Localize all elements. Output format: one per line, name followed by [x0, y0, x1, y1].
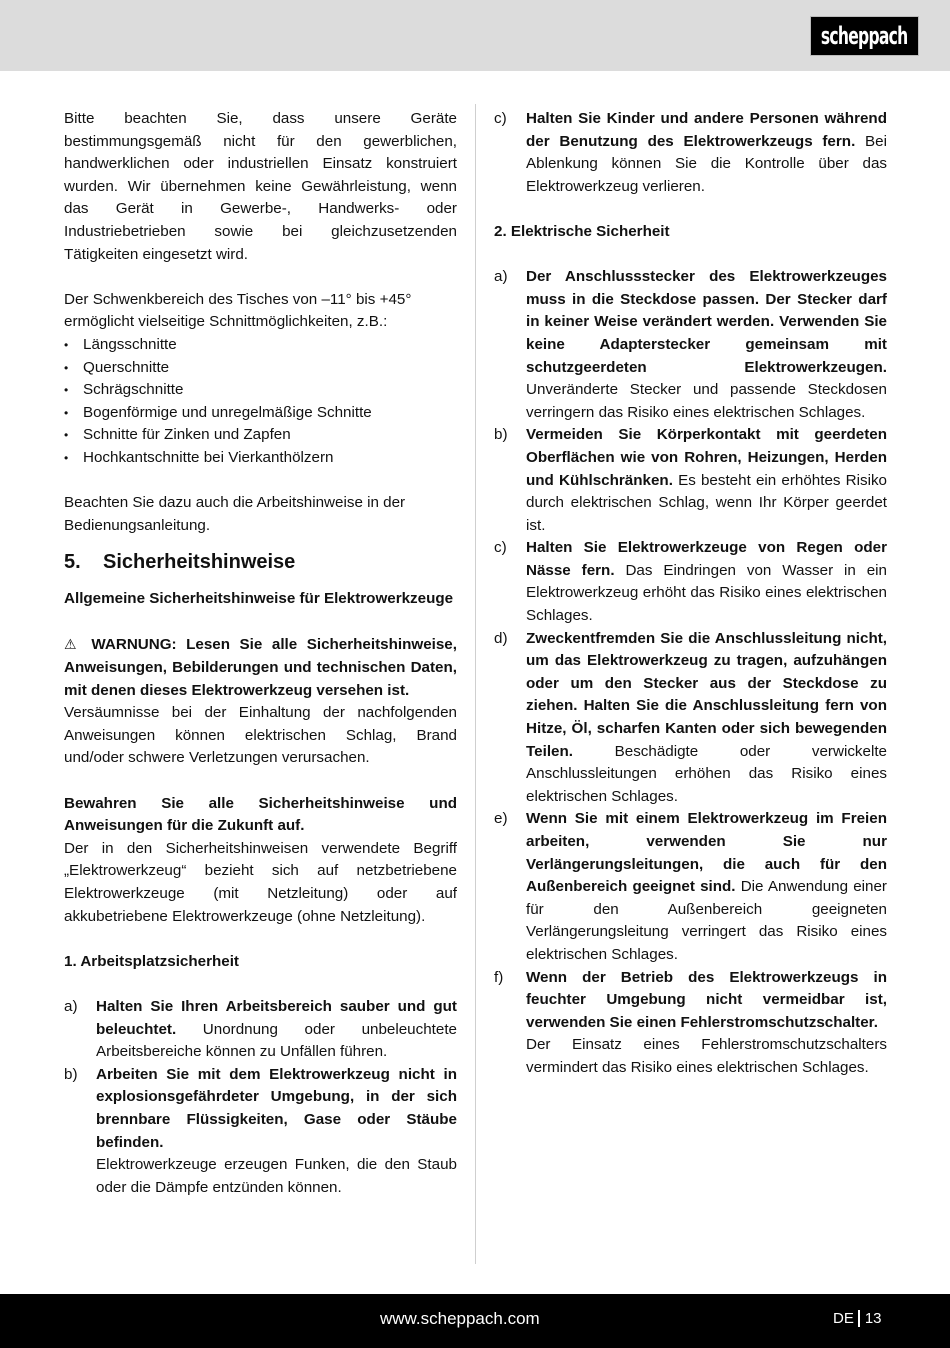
intro-paragraph: Bitte beachten Sie, dass unsere Geräte bestimmungsgemäß nicht für den gewerblichen, handwerklichen oder industriellen Einsatz konstruiert wurden. Wir übernehmen keine Gewährleistung, wenn das Gerät in Gewerbe-, Handwerks- oder Industriebetrieben sowie bei gleichzusetzenden Tätigkeiten eingesetzt wird. — [64, 110, 457, 263]
cut-types-list — [64, 334, 457, 470]
electrical-item-b — [494, 424, 887, 537]
item-text: Die Anwendung einer für den Außenbereich geeigneten Verlängerungsleitung verringert das Risiko eines elektrischen Schlages. — [526, 878, 887, 963]
page-separator — [858, 1310, 860, 1327]
keep-text: Der in den Sicherheitshinweisen verwendete Begriff „Elektrowerkzeug“ bezieht sich auf netzbetriebene Elektrowerkzeuge (mit Netzleitung) oder auf akkubetriebene Elektrowerkzeuge (ohne Netzleitung). — [64, 839, 457, 925]
item-bold-text: Arbeiten Sie mit dem Elektrowerkzeug nicht in explosionsgefährdeter Umgebung, in der sich brennbare Flüssigkeiten, Gase oder Stäube befinden. — [96, 1065, 457, 1151]
left-column — [64, 108, 457, 1199]
list-item: • Bogenförmige und unregelmäßige Schnitte — [64, 402, 457, 425]
section-number: 5. — [64, 551, 81, 574]
item-label: d) — [494, 629, 508, 647]
warning-bold-text: WARNUNG: Lesen Sie alle Sicherheitshinweise, Anweisungen, Bebilderungen und technischen Daten, mit denen dieses Elektrowerkzeug versehen ist. — [64, 636, 457, 699]
electrical-item-e — [494, 808, 887, 966]
column-divider — [475, 104, 476, 1264]
header-band — [0, 0, 950, 71]
item-text: Beschädigte oder verwickelte Anschlussleitungen erhöhen das Risiko eines elektrischen Schlages. — [526, 742, 887, 805]
item-bold-text: Zweckentfremden Sie die Anschlussleitung nicht, um das Elektrowerkzeug zu tragen, aufzuhängen oder um den Stecker aus der Steckdose zu ziehen. Halten Sie die Anschlussleitung fern von Hitze, Öl, scharfen Kanten oder sich bewegenden Teilen. — [526, 629, 887, 760]
section-heading — [64, 550, 457, 574]
keep-instructions-block — [64, 793, 457, 929]
website-link[interactable]: www.scheppach.com — [380, 1309, 540, 1328]
item-label: a) — [64, 997, 78, 1015]
item-text: Elektrowerkzeuge erzeugen Funken, die den Staub oder die Dämpfe entzünden können. — [96, 1156, 457, 1196]
item-text: Das Eindringen von Wasser in ein Elektrowerkzeug erhöht das Risiko eines elektrischen Schlages. — [526, 561, 887, 625]
item-text: Der Einsatz eines Fehlerstromschutzschalters vermindert das Risiko eines elektrischen Schlages. — [526, 1036, 887, 1076]
list-item: • Querschnitte — [64, 357, 457, 380]
item-bold-text: Vermeiden Sie Körperkontakt mit geerdeten Oberflächen wie von Rohren, Heizungen, Herden und Kühlschränken. — [526, 426, 887, 489]
item-text: Unveränderte Stecker und passende Steckdosen verringern das Risiko eines elektrischen Schlages. — [526, 381, 887, 421]
item-text: Es besteht ein erhöhtes Risiko durch elektrischen Schlag, wenn Ihr Körper geerdet ist. — [526, 471, 887, 534]
language-code: DE — [833, 1310, 854, 1327]
workplace-item-c — [494, 108, 887, 198]
footer-band — [0, 1294, 950, 1348]
note-paragraph: Beachten Sie dazu auch die Arbeitshinweise in der Bedienungsanleitung. — [64, 494, 406, 534]
item-bold-text: Halten Sie Ihren Arbeitsbereich sauber und gut beleuchtet. — [96, 997, 457, 1038]
electrical-item-f — [494, 967, 887, 1080]
list-item: • Längsschnitte — [64, 334, 457, 357]
list-item: • Schrägschnitte — [64, 379, 457, 402]
list-item: • Schnitte für Zinken und Zapfen — [64, 424, 457, 447]
item-bold-text: Wenn Sie mit einem Elektrowerkzeug im Freien arbeiten, verwenden Sie nur Verlängerungsleitungen, die auch für den Außenbereich geeignet sind. — [526, 810, 887, 896]
item-label: b) — [494, 426, 508, 444]
workplace-item-a — [64, 996, 457, 1064]
keep-bold-text: Bewahren Sie alle Sicherheitshinweise und Anweisungen für die Zukunft auf. — [64, 794, 457, 835]
right-column — [494, 108, 887, 1080]
item-bold-text: Wenn der Betrieb des Elektrowerkzeugs in feuchter Umgebung nicht vermeidbar ist, verwenden Sie einen Fehlerstromschutzschalter. — [526, 968, 887, 1031]
electrical-item-d — [494, 628, 887, 809]
item-label: c) — [494, 539, 507, 557]
workplace-safety-title: 1. Arbeitsplatzsicherheit — [64, 952, 239, 970]
brand-logo — [810, 16, 919, 56]
page-number: 13 — [864, 1310, 882, 1327]
electrical-item-a — [494, 266, 887, 424]
list-item: • Hochkantschnitte bei Vierkanthölzern — [64, 447, 457, 470]
electrical-safety-title: 2. Elektrische Sicherheit — [494, 222, 670, 240]
electrical-item-c — [494, 537, 887, 627]
item-label: c) — [494, 110, 507, 127]
item-label: b) — [64, 1065, 78, 1083]
item-label: a) — [494, 268, 508, 286]
item-label: e) — [494, 810, 508, 828]
item-bold-text: Halten Sie Kinder und andere Personen während der Benutzung des Elektrowerkzeugs fern. — [526, 110, 887, 150]
item-text: Bei Ablenkung können Sie die Kontrolle über das Elektrowerkzeug verlieren. — [526, 132, 887, 195]
item-bold-text: Der Anschlussstecker des Elektrowerkzeuges muss in die Steckdose passen. Der Stecker darf in keiner Weise verändert werden. Verwenden Sie keine Adapterstecker gemeinsam mit schutzgeerdeten Elektrowerkzeugen. — [526, 268, 887, 376]
warning-triangle-icon: ⚠ — [64, 636, 82, 653]
subsection-title: Allgemeine Sicherheitshinweise für Elektrowerkzeuge — [64, 590, 454, 608]
page-indicator — [833, 1310, 882, 1327]
workplace-item-b — [64, 1064, 457, 1200]
item-label: f) — [494, 968, 504, 986]
item-bold-text: Halten Sie Elektrowerkzeuge von Regen oder Nässe fern. — [526, 539, 887, 579]
logo-text: scheppach — [821, 22, 908, 50]
section-title: Sicherheitshinweise — [103, 551, 296, 574]
warning-block — [64, 633, 457, 770]
item-text: Unordnung oder unbeleuchtete Arbeitsbereiche können zu Unfällen führen. — [96, 1020, 457, 1061]
swivel-paragraph: Der Schwenkbereich des Tisches von –11° bis +45° ermöglicht vielseitige Schnittmöglichkeiten, z.B.: — [64, 290, 412, 331]
warning-text: Versäumnisse bei der Einhaltung der nachfolgenden Anweisungen können elektrischen Schlag, Brand und/oder schwere Verletzungen verursachen. — [64, 704, 457, 767]
